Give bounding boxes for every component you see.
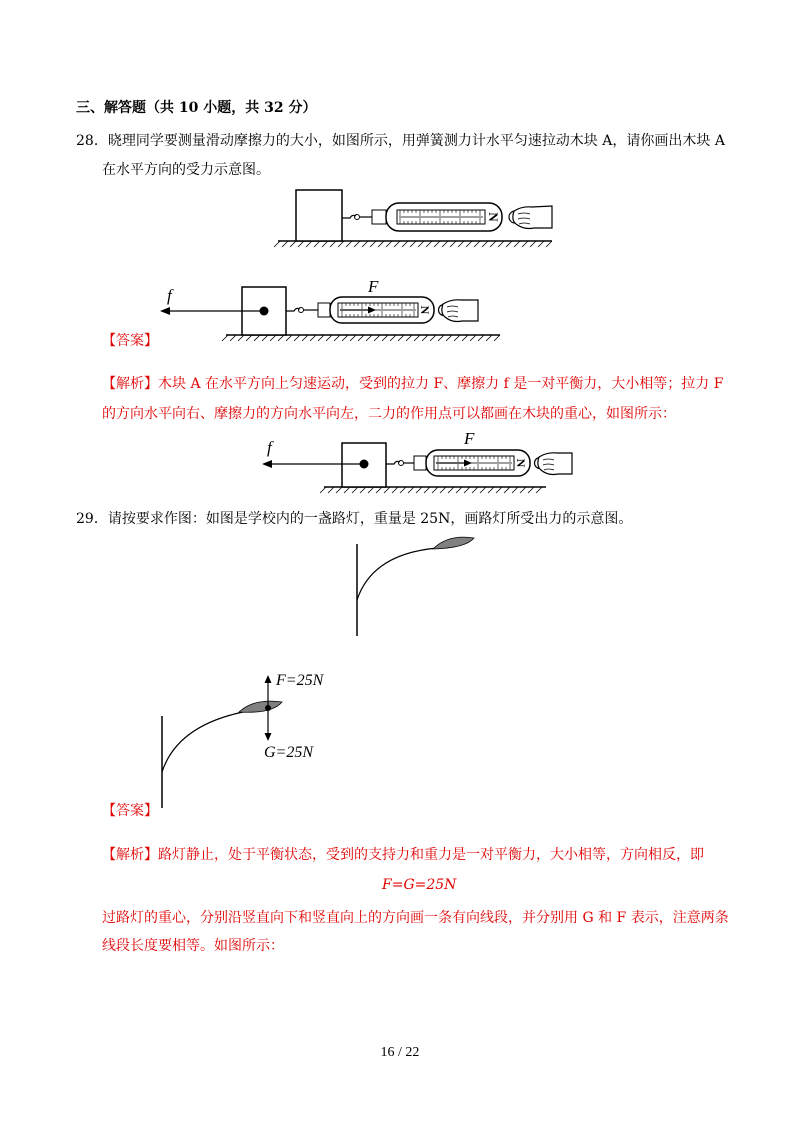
q29-text-line1: 29．请按要求作图：如图是学校内的一盏路灯，重量是 25N，画路灯所受出力的示意图。: [76, 511, 633, 527]
q29-analysis-line1-wrap: [102, 845, 704, 865]
q28-analysis-label: 【解析】: [102, 376, 158, 392]
q28-answer-label: 【答案】: [102, 333, 158, 349]
q28-analysis-figure: [0, 430, 800, 500]
q29-answer-figure: [0, 666, 800, 816]
page-number: 16 / 22: [380, 1045, 420, 1060]
answer1-n-mark: N: [418, 305, 432, 315]
hand: [513, 206, 552, 229]
q29-analysis-line2: 过路灯的重心，分别沿竖直向下和竖直向上的方向画一条有向线段，并分别用 G 和 F 表示，注意两条: [102, 910, 729, 926]
lamp-arm: [357, 548, 437, 600]
spring-scale: [342, 203, 521, 231]
scale-n-mark: N: [486, 212, 501, 222]
q28-analysis-line1: 木块 A 在水平方向上匀速运动，受到的拉力 F、摩擦力 f 是一对平衡力，大小相等；拉力 F: [158, 376, 724, 392]
answer1-label-F: F: [368, 277, 379, 296]
lamp-head: [433, 537, 474, 549]
analysis1-label-F: F: [464, 429, 475, 448]
q28-text-line1: 28．晓理同学要测量滑动摩擦力的大小，如图所示，用弹簧测力计水平匀速拉动木块 A，请你画出木块 A: [76, 133, 725, 149]
q28-text-line2: 在水平方向的受力示意图。: [102, 162, 270, 178]
q28-analysis-line1-wrap: [102, 374, 723, 394]
wooden-block: [296, 190, 342, 241]
q28-question-figure: [0, 180, 800, 440]
ground: [274, 241, 552, 247]
q29-analysis-equation: F=G=25N: [382, 877, 457, 893]
analysis1-n-mark: N: [514, 458, 528, 468]
q29-analysis-line3: 线段长度要相等。如图所示：: [102, 938, 284, 954]
q29-question-figure: [0, 530, 800, 650]
q29-answer-label: 【答案】: [102, 803, 158, 819]
label-F-text: F=25N: [276, 672, 324, 689]
label-F-25N: [275, 672, 325, 689]
q29-analysis-line1: 路灯静止，处于平衡状态，受到的支持力和重力是一对平衡力，大小相等，方向相反，即: [158, 847, 704, 863]
q28-analysis-line2: 的方向水平向右、摩擦力的方向水平向左，二力的作用点可以都画在木块的重心，如图所示：: [102, 406, 676, 422]
analysis1-label-f: f: [267, 438, 272, 457]
q28-answer-figure: [160, 277, 500, 341]
label-G-text: G=25N: [264, 744, 314, 761]
label-G-25N: [264, 744, 314, 761]
q29-analysis-label: 【解析】: [102, 847, 158, 863]
section-title: 三、解答题（共 10 小题，共 32 分）: [76, 100, 317, 116]
answer1-label-f: f: [167, 286, 172, 305]
